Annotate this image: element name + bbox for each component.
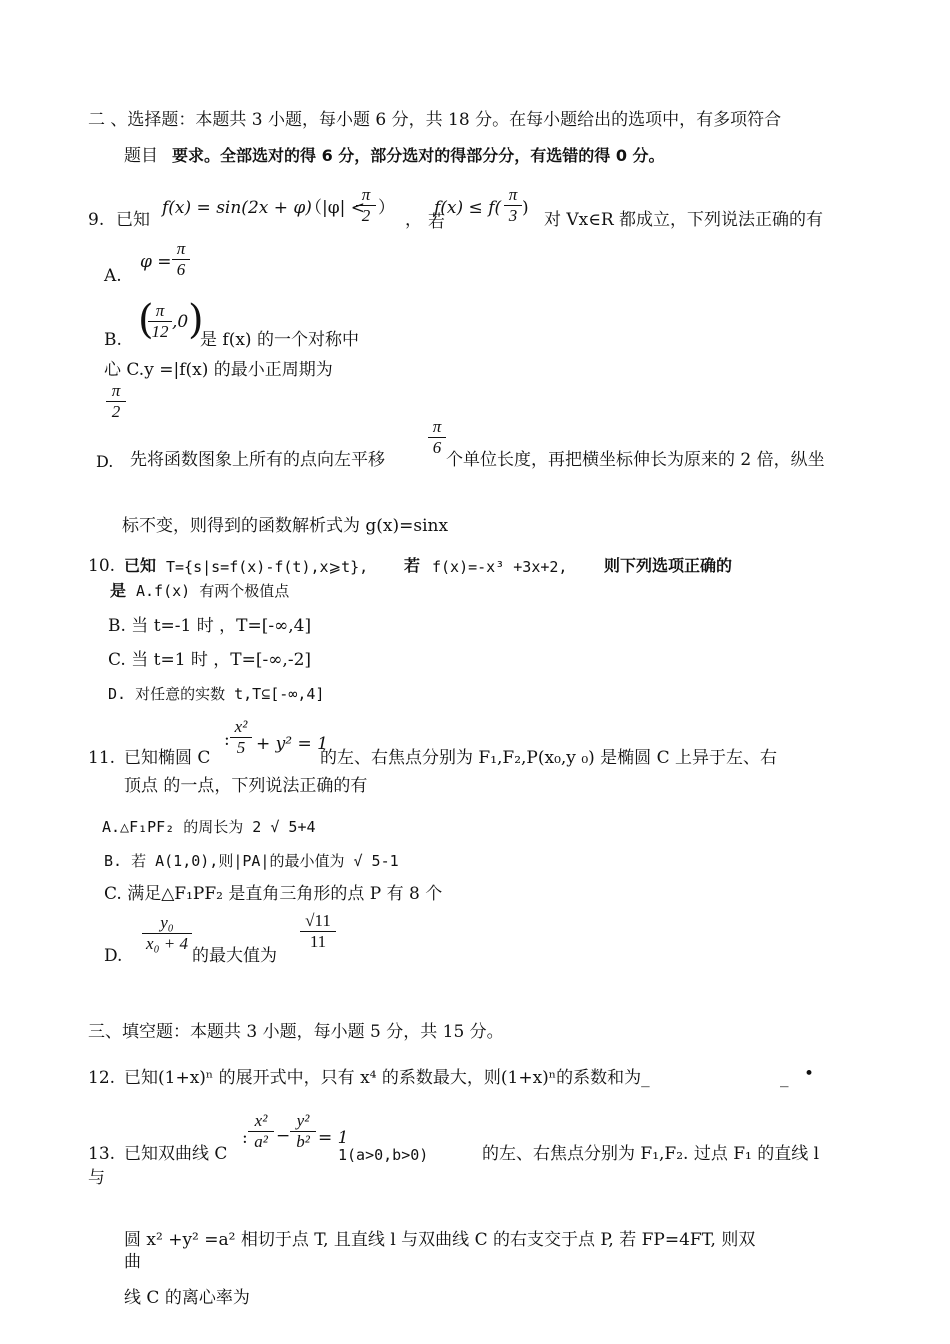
- q13-yu: 与: [88, 1168, 105, 1188]
- q10-option-b: B. 当 t=-1 时 ，T=[-∞,4]: [108, 616, 312, 636]
- q11-option-d-value: $\frac{√11}{11}$: [300, 912, 336, 951]
- q10-lead: 已知: [124, 556, 157, 575]
- q9-pi-over-3: $\frac{\pi}{3}$: [504, 186, 522, 225]
- q11-plus-y2: + y² = 1: [256, 734, 328, 754]
- q12-dot: •: [804, 1064, 815, 1084]
- q13-x2-over-a2: $\frac{\text{x²}}{\text{a²}}$: [248, 1112, 274, 1151]
- q12-text: 已知(1+x)ⁿ 的展开式中，只有 x⁴ 的系数最大，则(1+x)ⁿ的系数和为_: [124, 1068, 650, 1088]
- q11-option-a: A.△F₁PF₂ 的周长为 2 √ 5+4: [102, 818, 316, 836]
- q9-option-b-zero: ,0: [172, 312, 189, 332]
- q9-inequality: f(x) ≤ f(: [434, 198, 502, 218]
- q9-comma: ，: [405, 210, 422, 230]
- q10-tail: 则下列选项正确的: [604, 556, 733, 575]
- q13-minus: −: [276, 1126, 291, 1146]
- q13-line2: 圆 x² +y² =a² 相切于点 T, 且直线 l 与双曲线 C 的右支交于点 P, 若 FP=4FT, 则双: [124, 1230, 756, 1250]
- q9-close-paren: ): [522, 198, 529, 218]
- q13-lead: 已知双曲线 C: [124, 1144, 228, 1164]
- q9-option-a-label: A.: [104, 266, 122, 286]
- q13-line2b: 曲: [124, 1252, 141, 1272]
- q11-number: 11.: [88, 748, 116, 768]
- q9-option-b-fraction: $\frac{\pi}{12}$: [148, 302, 172, 341]
- q11-option-b: B. 若 A(1,0),则|PA|的最小值为 √ 5-1: [104, 852, 399, 870]
- q12-blank-end: _: [780, 1068, 789, 1088]
- q11-line2: 顶点 的一点，下列说法正确的有: [124, 776, 368, 796]
- q9-condition-close: ）: [378, 198, 395, 218]
- q10-option-c: C. 当 t=1 时 ，T=[-∞,-2]: [108, 650, 312, 670]
- q9-option-d-fraction: $\frac{\pi}{6}$: [428, 418, 446, 457]
- q10-function: f(x)=-x³ +3x+2,: [432, 558, 568, 576]
- q13-number: 13.: [88, 1144, 116, 1164]
- q11-x2-over-5: $\frac{\text{x²}}{5}$: [230, 718, 252, 757]
- q9-option-d-text1: 先将函数图象上所有的点向左平移: [130, 450, 385, 470]
- q13-line3: 线 C 的离心率为: [124, 1288, 250, 1308]
- section-2-instructions-a: 题目: [124, 146, 158, 166]
- q13-colon: :: [242, 1128, 248, 1148]
- q11-colon: :: [224, 730, 230, 750]
- q11-option-d-label: D.: [104, 946, 123, 966]
- q9-option-d-label: D.: [96, 452, 114, 471]
- q9-ruo: 若: [428, 212, 445, 232]
- q9-option-a-fraction: $\frac{\pi}{6}$: [172, 240, 190, 279]
- q9-function: f(x) = sin(2x + φ): [162, 198, 312, 218]
- q9-option-a-phi: φ =: [140, 252, 172, 272]
- section-2-heading: 二 、选择题：本题共 3 小题，每小题 6 分，共 18 分。在每小题给出的选项中，有多项符合: [88, 110, 782, 130]
- q11-lead: 已知椭圆 C: [124, 748, 211, 768]
- q9-number: 9.: [88, 210, 105, 230]
- q9-option-b-text: 是 f(x) 的一个对称中: [200, 330, 359, 350]
- q9-option-d-text3: 标不变，则得到的函数解析式为 g(x)=sinx: [122, 516, 449, 536]
- q11-option-d-fraction: $\frac{\text{y₀}}{\text{x₀ + 4}}$: [142, 914, 192, 953]
- q9-option-c-fraction: $\frac{\pi}{2}$: [106, 382, 126, 421]
- q9-option-c-text: 心 C.y =|f(x) 的最小正周期为: [104, 360, 333, 380]
- q10-ruo: 若: [404, 556, 421, 575]
- q10-option-d: D. 对任意的实数 t,T⊆[-∞,4]: [108, 685, 325, 703]
- q13-equals-one: = 1: [318, 1128, 349, 1148]
- q10-shi: 是: [110, 581, 127, 600]
- q9-option-d-text2: 个单位长度，再把横坐标伸长为原来的 2 倍，纵坐: [446, 450, 825, 470]
- section-3-heading: 三、填空题：本题共 3 小题，每小题 5 分，共 15 分。: [88, 1022, 504, 1042]
- q13-tail: 的左、右焦点分别为 F₁,F₂. 过点 F₁ 的直线 l: [482, 1144, 820, 1164]
- q9-option-b-label: B.: [104, 330, 122, 350]
- q10-option-a: A.f(x) 有两个极值点: [136, 582, 290, 600]
- q10-set-definition: T={s|s=f(x)-f(t),x⩾t},: [166, 558, 369, 576]
- q9-option-b-paren-right: ): [188, 297, 204, 343]
- q11-option-c: C. 满足△F₁PF₂ 是直角三角形的点 P 有 8 个: [104, 884, 443, 904]
- q9-lead: 已知: [116, 210, 150, 230]
- q9-tail: 对 Vx∈R 都成立，下列说法正确的有: [544, 210, 824, 230]
- q13-condition: 1(a>0,b>0): [338, 1146, 429, 1164]
- q9-condition-open: （|φ| <: [305, 198, 366, 218]
- q11-tail: 的左、右焦点分别为 F₁,F₂,P(x₀,y ₀) 是椭圆 C 上异于左、右: [320, 748, 777, 768]
- q9-option-b-paren-left: (: [138, 297, 154, 343]
- q13-y2-over-b2: $\frac{\text{y²}}{\text{b²}}$: [290, 1112, 316, 1151]
- q12-number: 12.: [88, 1068, 116, 1088]
- q9-pi-over-2: $\frac{\pi}{2}$: [356, 186, 376, 225]
- q11-option-d-text: 的最大值为: [192, 946, 277, 966]
- section-2-instructions-b: 要求。全部选对的得 6 分，部分选对的得部分分，有选错的得 0 分。: [172, 146, 665, 165]
- q10-number: 10.: [88, 556, 116, 576]
